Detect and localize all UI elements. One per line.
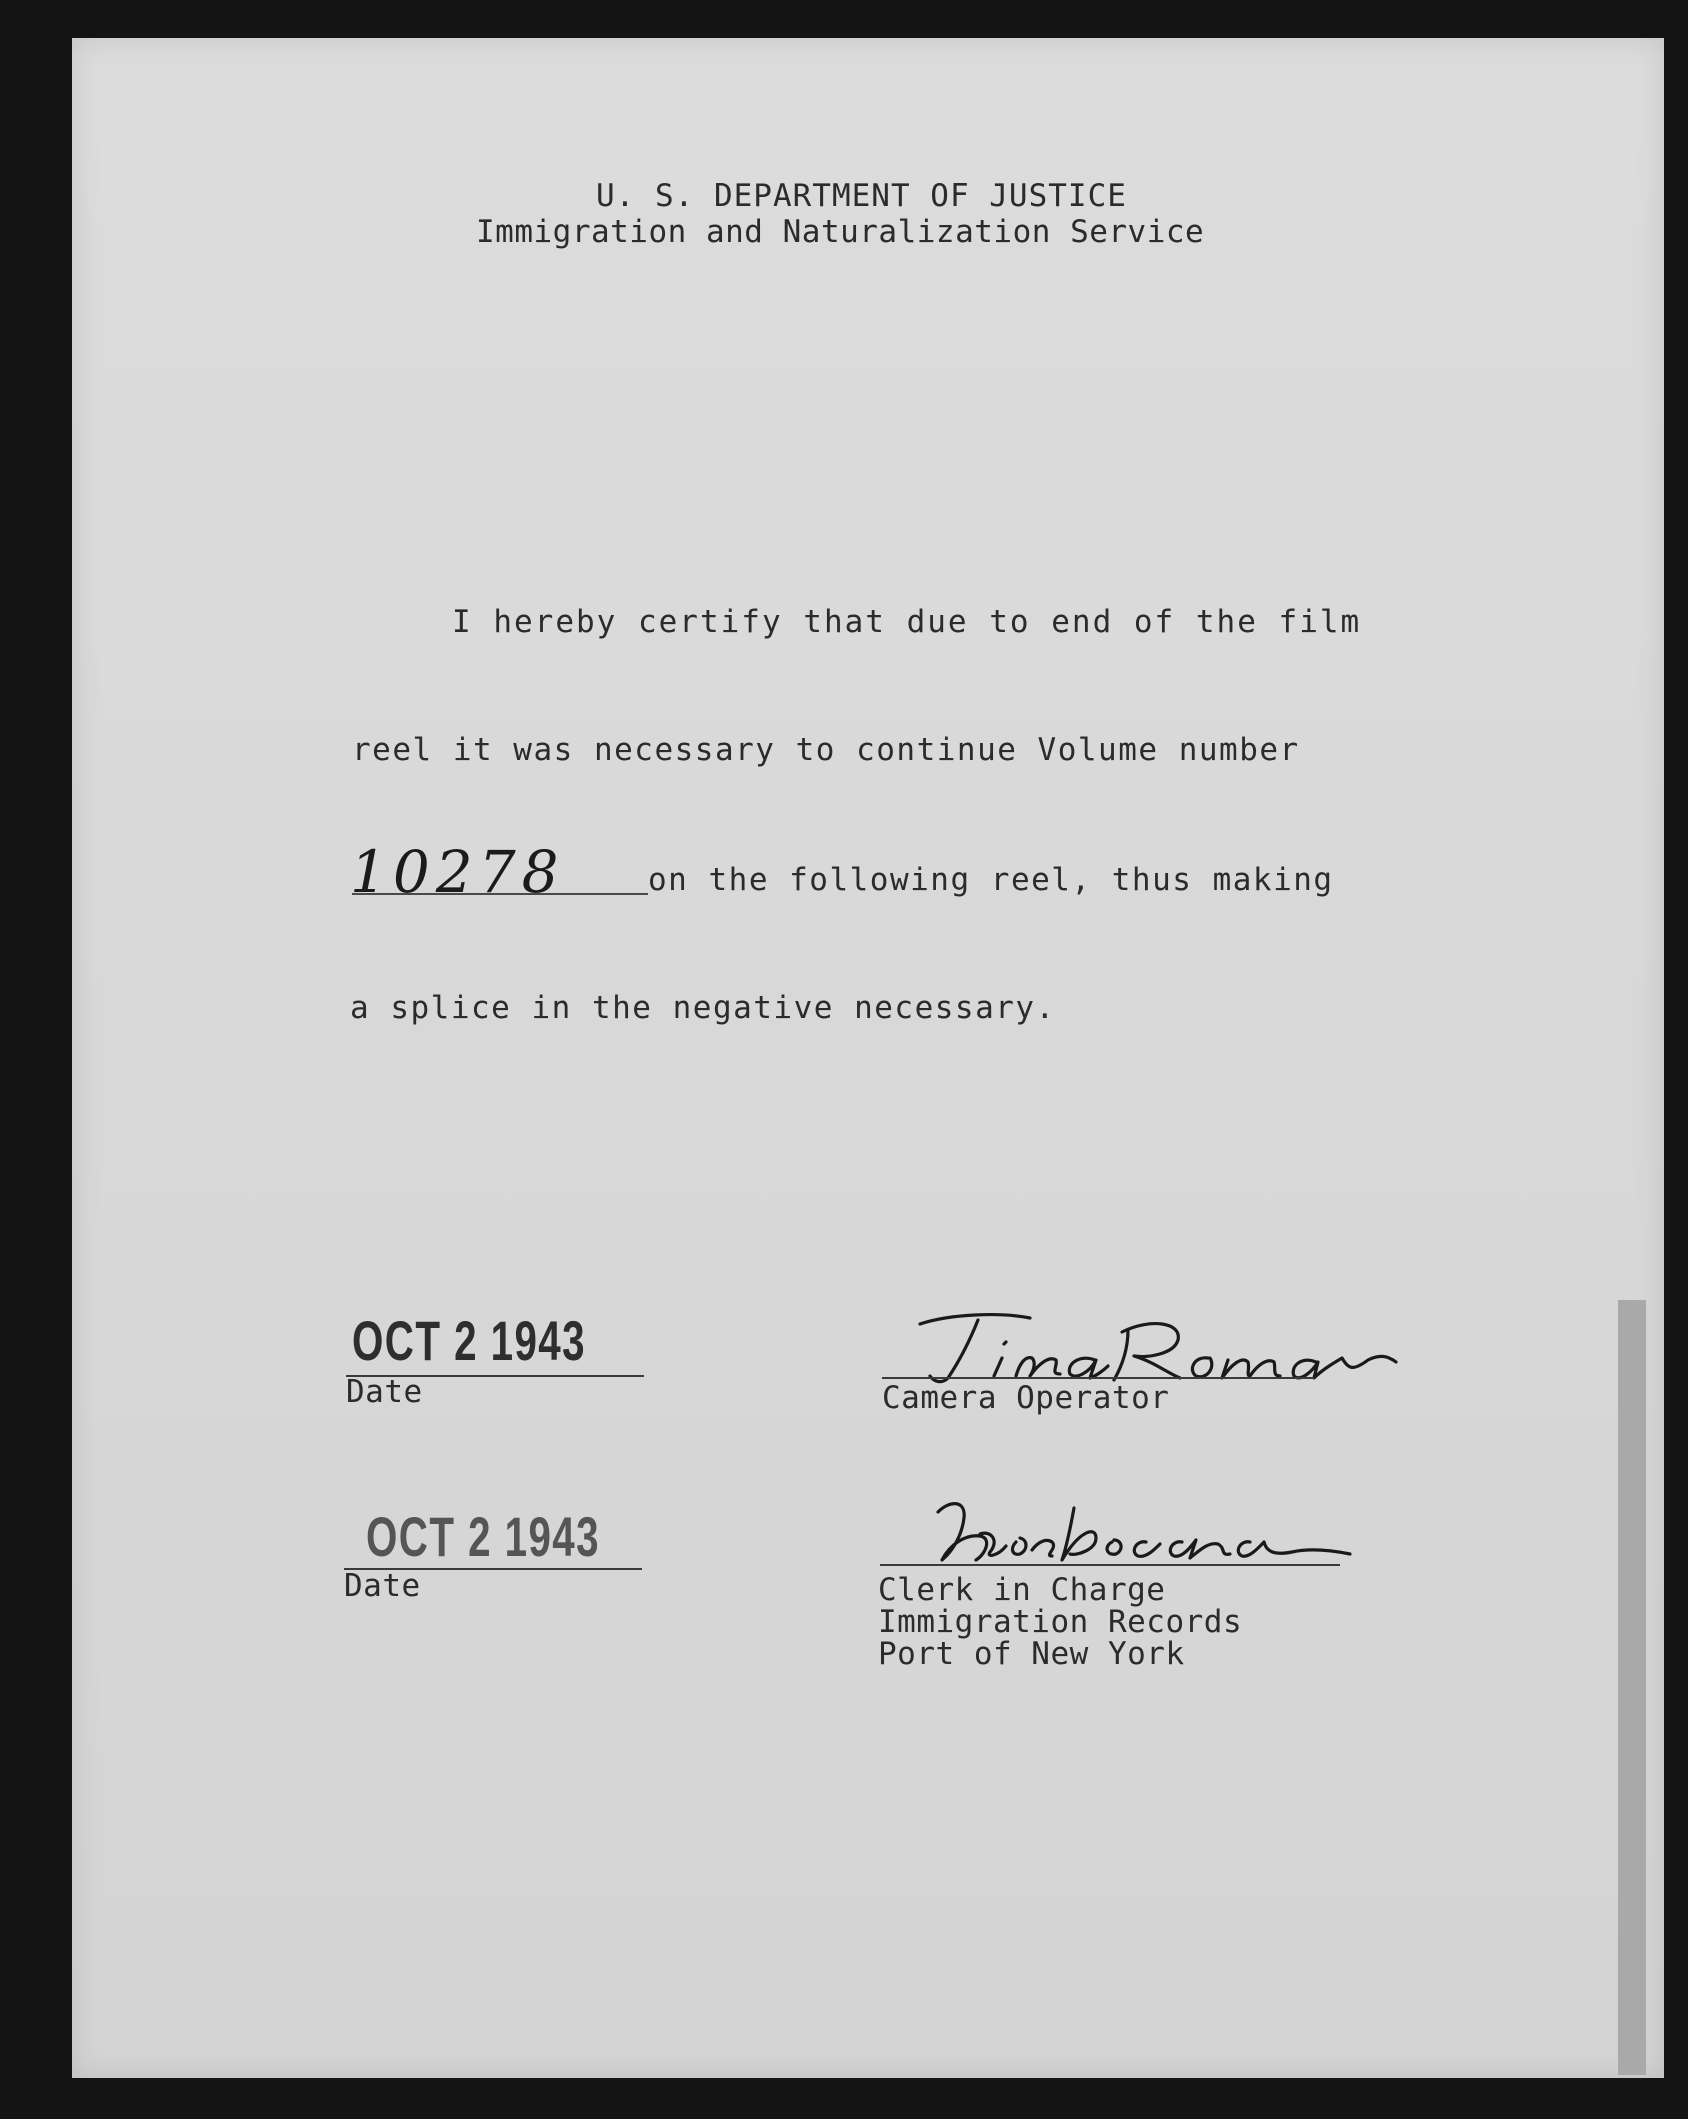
certification-line-1: I hereby certify that due to end of the film <box>452 604 1362 640</box>
date-1-label: Date <box>346 1374 423 1410</box>
clerk-department-label: Immigration Records <box>878 1604 1243 1640</box>
clerk-title-label: Clerk in Charge <box>878 1572 1166 1608</box>
certification-line-3: on the following reel, thus making <box>648 862 1334 898</box>
service-heading: Immigration and Naturalization Service <box>476 214 1205 250</box>
volume-number-handwritten: 10278 <box>350 838 565 906</box>
department-heading: U. S. DEPARTMENT OF JUSTICE <box>596 178 1127 214</box>
camera-operator-line <box>882 1377 1314 1379</box>
paper-sheet <box>72 38 1664 2078</box>
clerk-location-label: Port of New York <box>878 1636 1185 1672</box>
clerk-signature <box>920 1490 1360 1570</box>
paper-edge <box>1618 1300 1646 2075</box>
certification-line-4: a splice in the negative necessary. <box>350 990 1056 1026</box>
date-stamp-1: OCT 2 1943 <box>352 1309 587 1372</box>
date-stamp-2: OCT 2 1943 <box>366 1505 601 1568</box>
camera-operator-label: Camera Operator <box>882 1380 1170 1416</box>
certification-line-2: reel it was necessary to continue Volume number <box>352 732 1300 768</box>
clerk-line <box>880 1564 1340 1566</box>
date-2-label: Date <box>344 1568 421 1604</box>
